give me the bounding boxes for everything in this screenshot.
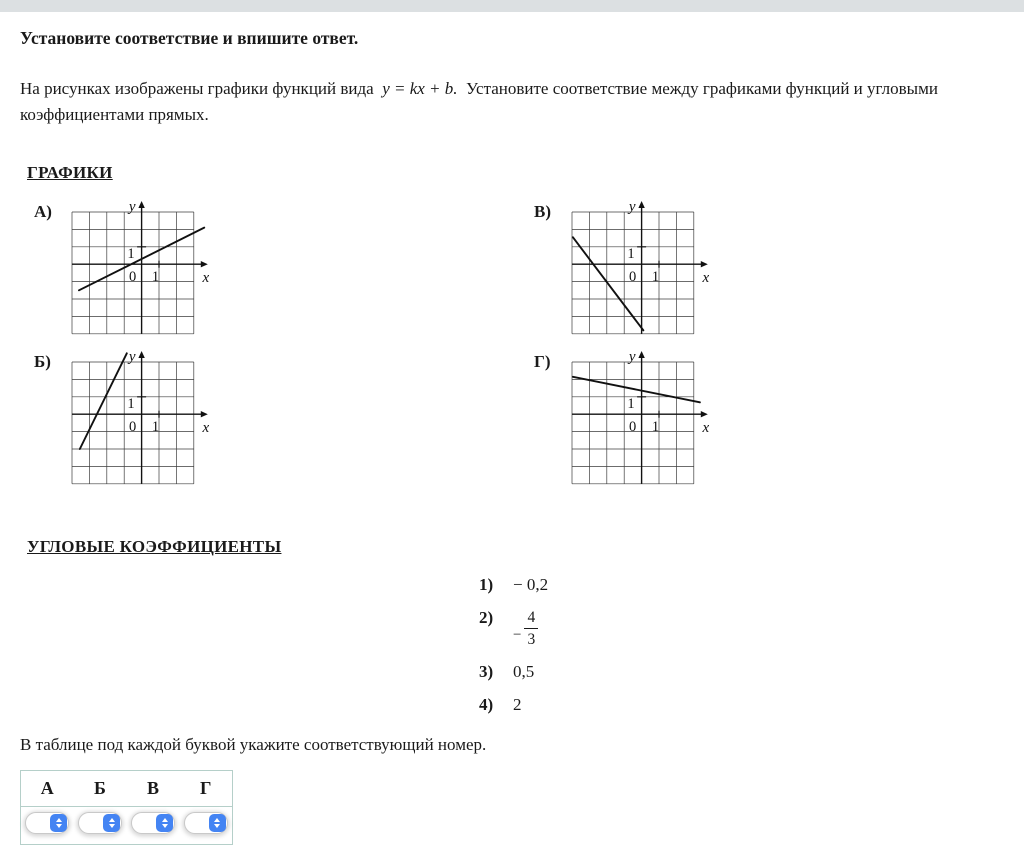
graph-v [534, 199, 1024, 343]
answer-col-v-header: В [127, 771, 180, 807]
answer-cell-v [127, 807, 180, 845]
svg-text:y: y [128, 348, 136, 365]
coeff-3-number: 3) [479, 662, 494, 682]
svg-text:y: y [628, 348, 636, 365]
graph-b-plot [66, 349, 218, 493]
answer-spinner-v[interactable] [131, 812, 175, 834]
graph-g-label: Г) [534, 351, 551, 371]
graph-v-label: В) [534, 201, 551, 221]
graph-v-plot [566, 199, 718, 343]
fraction [524, 608, 538, 650]
svg-text:1: 1 [627, 245, 635, 262]
svg-text:x: x [202, 419, 210, 436]
stepper-icon[interactable] [209, 814, 226, 832]
task-text-before-formula: На рисунках изображены графики функций вида [20, 79, 374, 98]
answer-spinner-g[interactable] [184, 812, 228, 834]
answer-cell-b [74, 807, 127, 845]
answer-cell-g [180, 807, 233, 845]
answer-table [20, 770, 233, 845]
svg-text:y: y [128, 198, 136, 215]
svg-text:y: y [628, 198, 636, 215]
answer-spinner-b[interactable] [78, 812, 122, 834]
svg-text:1: 1 [151, 418, 160, 435]
fraction-numerator: 4 [524, 608, 538, 629]
coeff-item-4 [479, 695, 1004, 715]
stepper-icon[interactable] [156, 814, 173, 832]
answer-table-input-row [21, 807, 233, 845]
answer-col-b-header: Б [74, 771, 127, 807]
svg-text:x: x [702, 269, 710, 286]
page-top-band [0, 0, 1024, 12]
answer-spinner-a[interactable] [25, 812, 69, 834]
fraction-minus-sign: − [513, 627, 522, 644]
coeff-item-3 [479, 662, 1004, 682]
svg-text:1: 1 [127, 395, 135, 412]
coefficients-list [479, 575, 1004, 716]
graph-a-label: А) [34, 201, 52, 221]
svg-text:1: 1 [651, 268, 660, 285]
graph-g [534, 349, 1024, 493]
coeff-3-value: 0,5 [513, 662, 535, 682]
graph-a-plot [66, 199, 218, 343]
coeff-1-value: − 0,2 [513, 574, 549, 594]
coeff-item-2 [479, 608, 1004, 650]
coefficients-heading: УГЛОВЫЕ КОЭФФИЦИЕНТЫ [27, 536, 282, 556]
coeff-1-number: 1) [479, 574, 494, 594]
stepper-icon[interactable] [103, 814, 120, 832]
svg-text:0: 0 [128, 268, 137, 285]
fraction-denominator: 3 [527, 631, 536, 649]
svg-text:0: 0 [128, 418, 137, 435]
coeff-4-value: 2 [513, 695, 522, 715]
svg-text:1: 1 [151, 268, 160, 285]
page-title: Установите соответствие и впишите ответ. [20, 28, 359, 48]
task-text-after-formula: Установите соответствие между графиками функций и угловыми коэффициентами прямых. [20, 79, 938, 125]
graph-g-plot [566, 349, 718, 493]
graphs-grid [34, 199, 1004, 493]
coeff-2-number: 2) [479, 607, 494, 627]
svg-text:0: 0 [628, 268, 637, 285]
answer-cell-a [21, 807, 74, 845]
formula-y-kx-b: y = kx + b. [382, 79, 458, 98]
answer-col-a-header: А [21, 771, 74, 807]
graph-b-label: Б) [34, 351, 51, 371]
stepper-icon[interactable] [50, 814, 67, 832]
svg-text:1: 1 [651, 418, 660, 435]
task-description [20, 76, 1010, 129]
coeff-2-value-fraction [513, 608, 538, 650]
svg-text:1: 1 [627, 395, 635, 412]
coeff-4-number: 4) [479, 695, 494, 715]
answer-table-header-row [21, 771, 233, 807]
svg-text:x: x [202, 269, 210, 286]
coeff-item-1 [479, 575, 1004, 595]
svg-text:x: x [702, 419, 710, 436]
graphs-heading: ГРАФИКИ [27, 162, 113, 182]
svg-text:0: 0 [628, 418, 637, 435]
svg-text:1: 1 [127, 245, 135, 262]
answer-col-g-header: Г [180, 771, 233, 807]
graph-b [34, 349, 534, 493]
page-content [0, 28, 1024, 845]
answer-instruction: В таблице под каждой буквой укажите соответствующий номер. [20, 735, 487, 755]
graph-a [34, 199, 534, 343]
